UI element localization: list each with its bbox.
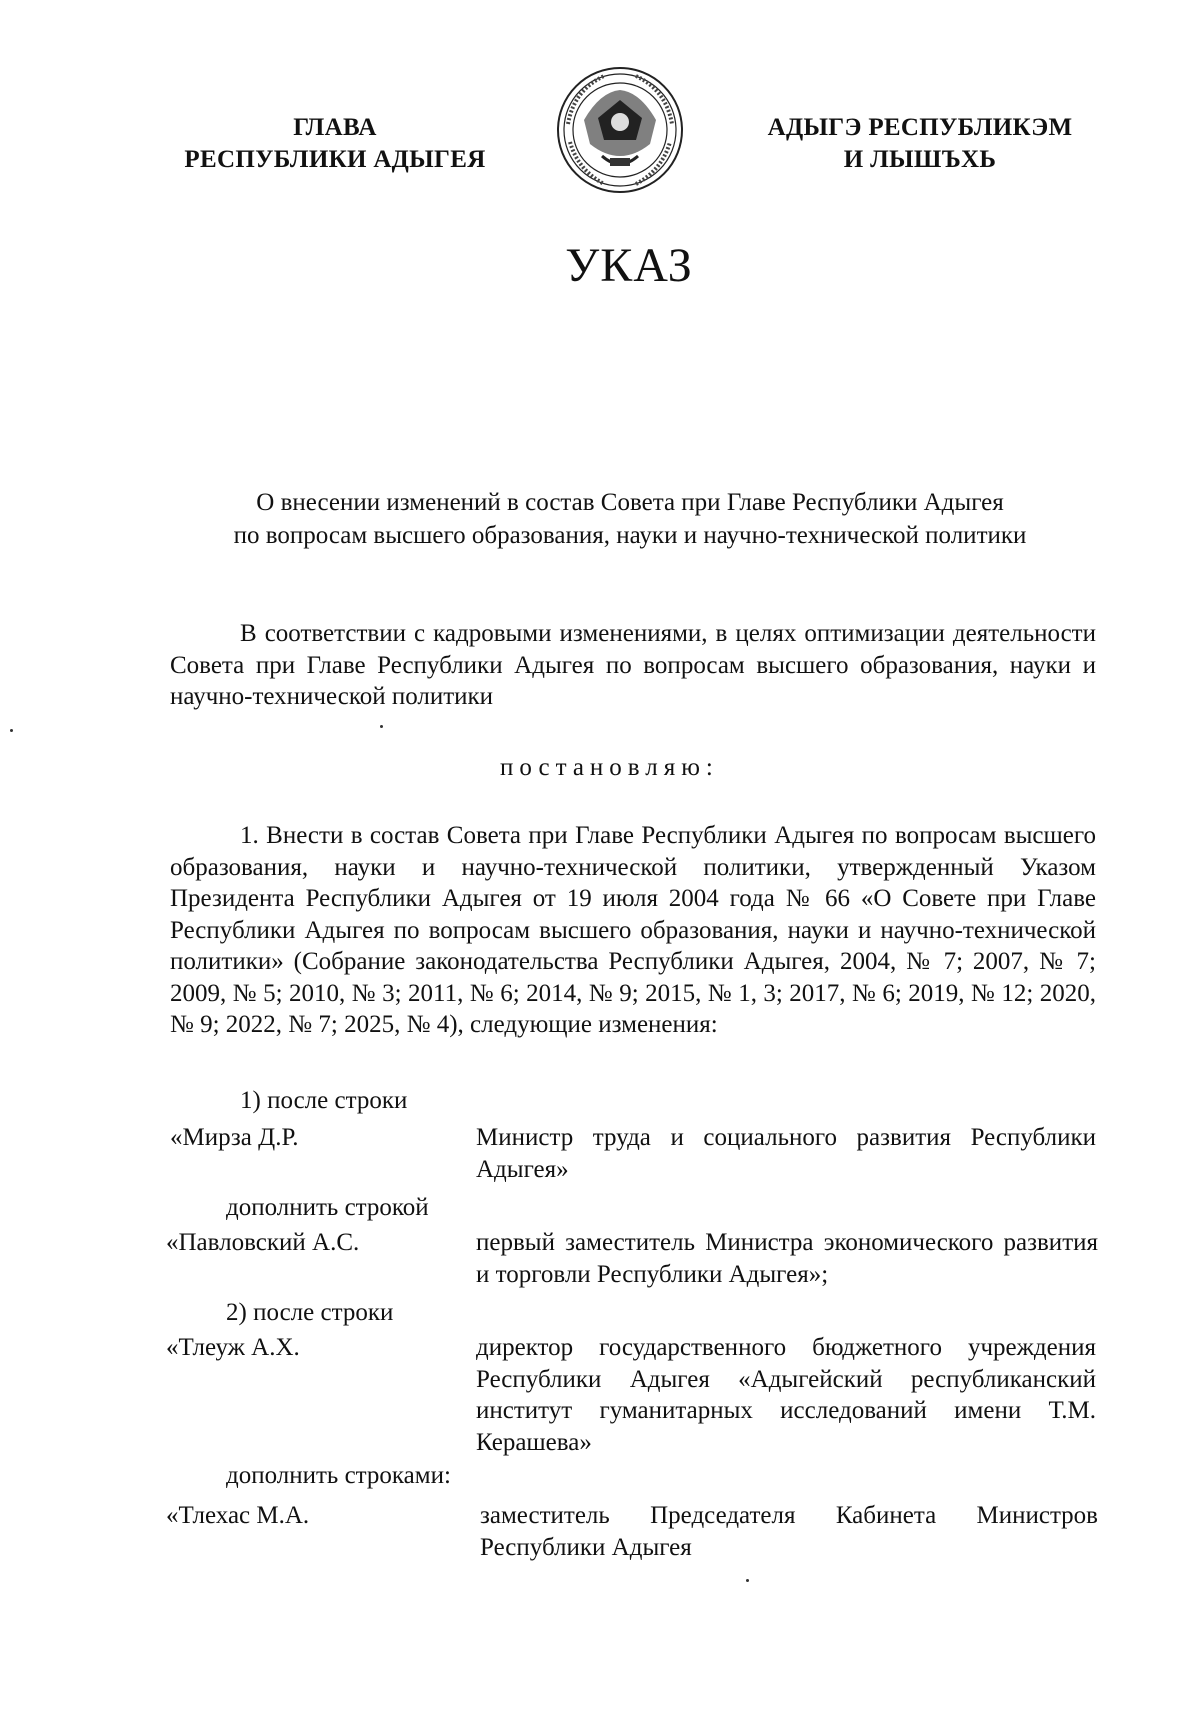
scan-speck bbox=[10, 729, 13, 732]
scan-speck bbox=[746, 1579, 749, 1582]
issuer-line-1-adyghe: АДЫГЭ РЕСПУБЛИКЭМ bbox=[767, 114, 1073, 141]
sub-item-2-add-label: дополнить строками: bbox=[226, 1462, 451, 1489]
issuer-heading-adyghe bbox=[740, 112, 1100, 176]
member-name-pavlovsky: «Павловский А.С. bbox=[166, 1229, 360, 1256]
member-name-mirza: «Мирза Д.Р. bbox=[170, 1124, 299, 1151]
item-1-paragraph: 1. Внести в состав Совета при Главе Республики Адыгея по вопросам высшего образования, науки и научно-технической политики, утвержденный Указом Президента Республики Адыгея от 19 июля 2004 года № 66 «О Совете при Главе Республики Адыгея по вопросам высшего образования, науки и научно-технической политики» (Собрание законодательства Республики Адыгея, 2004, № 7; 2007, № 7; 2009, № 5; 2010, № 3; 2011, № 6; 2014, № 9; 2015, № 1, 3; 2017, № 6; 2019, № 12; 2020, № 9; 2022, № 7; 2025, № 4), следующие изменения: bbox=[170, 822, 1096, 1038]
scan-speck bbox=[380, 725, 383, 728]
document-title: УКАЗ bbox=[565, 239, 693, 292]
coat-of-arms-emblem bbox=[554, 60, 686, 200]
member-position-pavlovsky: первый заместитель Министра экономического развития и торговли Республики Адыгея»; bbox=[476, 1229, 1098, 1288]
member-name-tleuzh: «Тлеуж А.Х. bbox=[166, 1334, 300, 1361]
issuer-line-1: ГЛАВА bbox=[293, 114, 377, 141]
member-name-tlekhas: «Тлехас М.А. bbox=[166, 1502, 310, 1529]
sub-item-2-label: 2) после строки bbox=[226, 1299, 394, 1326]
issuer-line-2: РЕСПУБЛИКИ АДЫГЕЯ bbox=[184, 146, 486, 173]
issuer-line-2-adyghe: И ЛЫШЪХЬ bbox=[843, 146, 997, 173]
sub-item-1-label: 1) после строки bbox=[240, 1087, 408, 1114]
preamble-paragraph: В соответствии с кадровыми изменениями, в целях оптимизации деятельности Совета при Главе Республики Адыгея по вопросам высшего образования, науки и научно-технической политики bbox=[170, 620, 1096, 710]
member-position-tlekhas: заместитель Председателя Кабинета Министров Республики Адыгея bbox=[480, 1502, 1098, 1561]
sub-item-1-add-label: дополнить строкой bbox=[226, 1194, 429, 1221]
member-position-tleuzh: директор государственного бюджетного учреждения Республики Адыгея «Адыгейский республиканский институт гуманитарных исследований имени Т.М. Керашева» bbox=[476, 1334, 1096, 1456]
member-position-mirza: Министр труда и социального развития Республики Адыгея» bbox=[476, 1124, 1096, 1183]
subject-line-2: по вопросам высшего образования, науки и научно-технической политики bbox=[233, 522, 1027, 549]
subject-line-1: О внесении изменений в состав Совета при Главе Республики Адыгея bbox=[256, 489, 1004, 516]
decree-word: постановляю: bbox=[500, 754, 719, 781]
coat-of-arms-icon bbox=[554, 60, 686, 200]
decree-subject bbox=[160, 486, 1100, 552]
issuer-heading-russian bbox=[155, 112, 515, 176]
